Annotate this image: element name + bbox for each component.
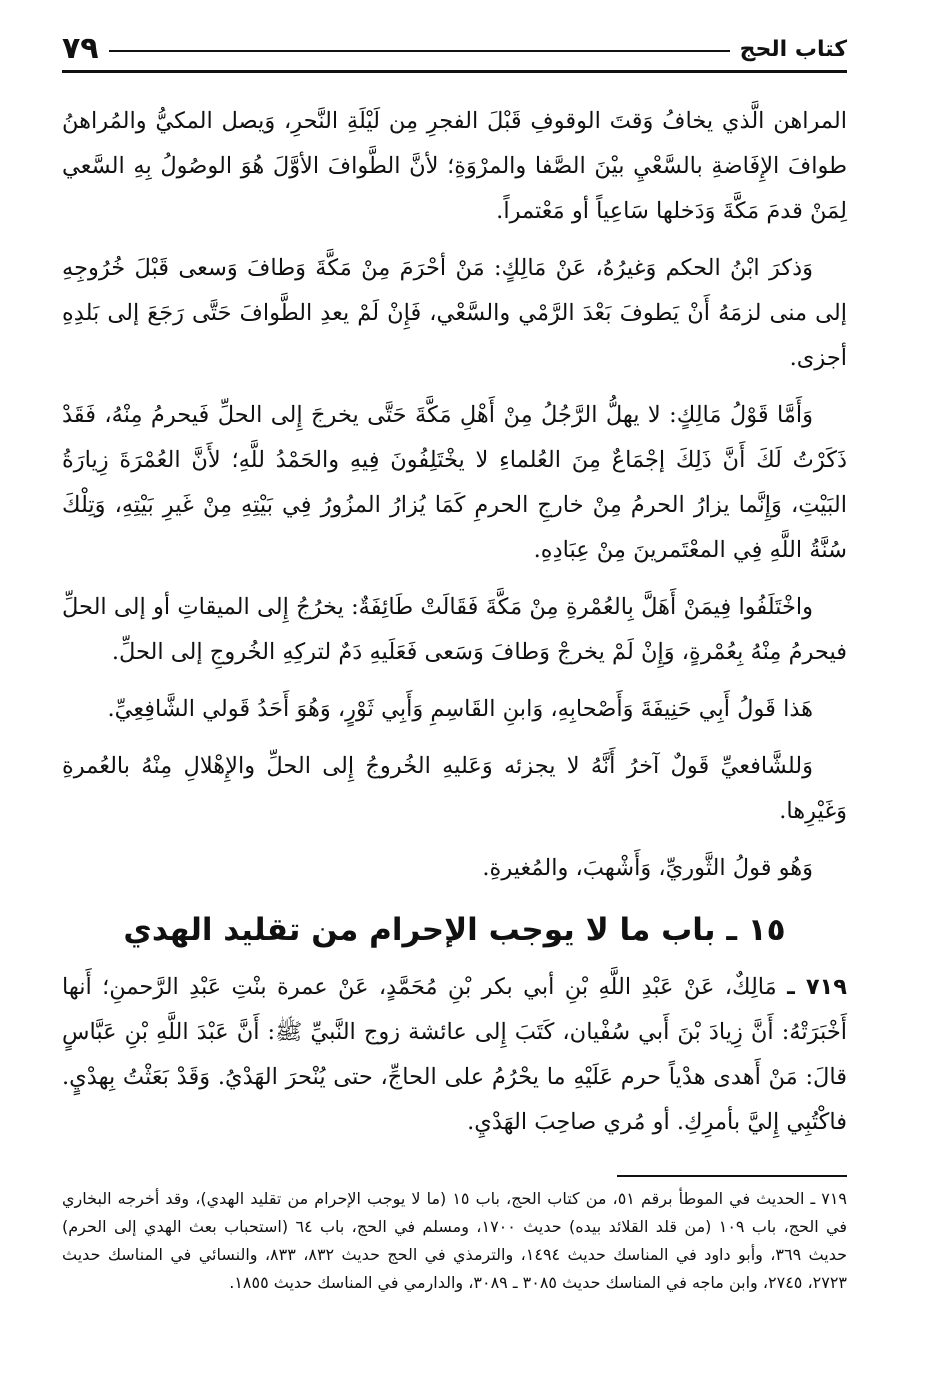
footnote: ٧١٩ ـ الحديث في الموطأ برقم ٥١، من كتاب الحج، باب ١٥ (ما لا يوجب الإحرام من تقليد الهدي)، وقد أخرجه البخاري في الحج، باب ١٠٩ (من قلد القلائد بيده) حديث ١٧٠٠، ومسلم في الحج، باب ٦٤ (استحباب بعث الهدي إلى الحرم) حديث ٣٦٩، وأبو داود في المناسك حديث ١٤٩٤، والترمذي في الحج حديث ٨٣٢، ٨٣٣، والنسائي في المناسك حديث ٢٧٢٣، ٢٧٤٥، وابن ماجه في المناسك حديث ٣٠٨٥ ـ ٣٠٨٩، والدارمي في المناسك حديث ١٨٥٥. bbox=[62, 1189, 848, 1292]
paragraph: هَذا قَولُ أَبِي حَنِيفَةَ وَأَصْحابِهِ، وَابنِ القَاسِمِ وَأَبِي ثَوْرٍ، وَهُوَ أَحَدُ قَولي الشَّافِعِيِّ. bbox=[107, 696, 813, 722]
running-title: كتاب الحج bbox=[739, 37, 847, 62]
paragraph: واخْتَلَفُوا فِيمَنْ أَهَلَّ بِالعُمْرةِ مِنْ مَكَّةَ فَقَالَتْ طَائِفَةٌ: يخرُجُ إِلى الميقاتِ أو إلى الحلِّ فيحرمُ مِنْهُ بِعُمْرةٍ، وَإِنْ لَمْ يخرجْ وَطافَ وَسَعى فَعَلَيهِ دَمٌ لتركِهِ الخُروجِ إلى الحلِّ. bbox=[62, 594, 847, 665]
hadith-text bbox=[62, 965, 847, 1145]
paragraph: المراهن الَّذي يخافُ وَقتَ الوقوفِ قَبْلَ الفجرِ مِن لَيْلَةِ النَّحرِ، وَيصل المكيُّ والمُراهنُ طوافَ الإِفَاضةِ بالسَّعْيِ بيْنَ الصَّفا والمرْوَةِ؛ لأنَّ الطَّوافَ الأوَّلَ هُوَ الوصُولُ بِهِ السَّعي لِمَنْ قدمَ مَكَّةَ وَدَخلها سَاعِياً أو مَعْتمراً. bbox=[62, 108, 847, 224]
book-page bbox=[62, 10, 847, 1380]
paragraph: وَذكرَ ابْنُ الحكم وَغيرُهُ، عَنْ مَالِكٍ: مَنْ أحْرَمَ مِنْ مَكَّةَ وَطافَ وَسعى قَبْلَ خُرُوجِهِ إلى منى لزمَهُ أَنْ يَطوفَ بَعْدَ الرَّمْي والسَّعْي، فَإِنْ لَمْ يعدِ الطَّوافَ حَتَّى رَجَعَ إلى بَلدِهِ أجزى. bbox=[62, 255, 847, 371]
paragraph: وَهُو قولُ الثَّوريِّ، وَأَشْهبَ، والمُغيرةِ. bbox=[482, 855, 813, 881]
footnote-divider bbox=[617, 1175, 847, 1177]
body-text bbox=[62, 99, 847, 1297]
page-header bbox=[62, 10, 847, 68]
hadith-number: ٧١٩ ـ bbox=[787, 974, 848, 1000]
paragraph: وَأَمَّا قَوْلُ مَالِكٍ: لا يهلُّ الرَّجُلُ مِنْ أَهْلِ مَكَّةَ حَتَّى يخرجَ إِلى الحلِّ فَيحرمُ مِنْهُ، فَقَدْ ذَكَرْتُ لَكَ أَنَّ ذَلِكَ إجْمَاعٌ مِنَ العُلماءِ لا يخْتَلِفُونَ فِيهِ والحَمْدُ للَّهِ؛ لأَنَّ العُمْرَةَ زِيارَةُ البَيْتِ، وَإِنَّما يزارُ الحرمُ مِنْ خارجِ الحرمِ كَمَا يُزارُ المزُورُ فِي بَيْتِهِ مِنْ غَيرِ بَيْتِهِ، وَتِلْكَ سُنَّةُ اللَّهِ فِي المعْتَمرينَ مِنْ عِبَادِهِ. bbox=[62, 402, 847, 563]
page-number: ٧٩ bbox=[62, 31, 99, 66]
header-divider bbox=[62, 70, 847, 73]
header-rule bbox=[109, 50, 730, 52]
paragraph: وَللشَّافعيِّ قَولٌ آخرُ أَنَّهُ لا يجزئه وَعَليهِ الخُروجُ إِلى الحلِّ والإِهْلالِ مِنْهُ بالعُمرةِ وَغَيْرِها. bbox=[62, 753, 847, 824]
hadith-body: مَالِكٌ، عَنْ عَبْدِ اللَّهِ بْنِ أبي بكر بْنِ مُحَمَّدٍ، عَنْ عمرة بنْتِ عَبْدِ الرَّحمنِ؛ أَنها أَخْبَرَتْهُ: أَنَّ زِيادَ بْنَ أَبي سُفْيان، كَتَبَ إِلى عائشة زوج النَّبيِّ ﷺ: أَنَّ عَبْدَ اللَّهِ بْنِ عَبَّاسٍ قالَ: مَنْ أَهدى هدْياً حرم عَلَيْهِ ما يحْرُمُ على الحاجِّ، حتى يُنْحرَ الهَدْيُ. وَقَدْ بَعَثْتُ بِهدْيٍ. فاكْتُبِي إِليَّ بأمرِكِ. أو مُري صاحِبَ الهَدْيِ. bbox=[62, 974, 847, 1135]
chapter-heading: ١٥ ـ باب ما لا يوجب الإحرام من تقليد الهدي bbox=[123, 912, 786, 948]
